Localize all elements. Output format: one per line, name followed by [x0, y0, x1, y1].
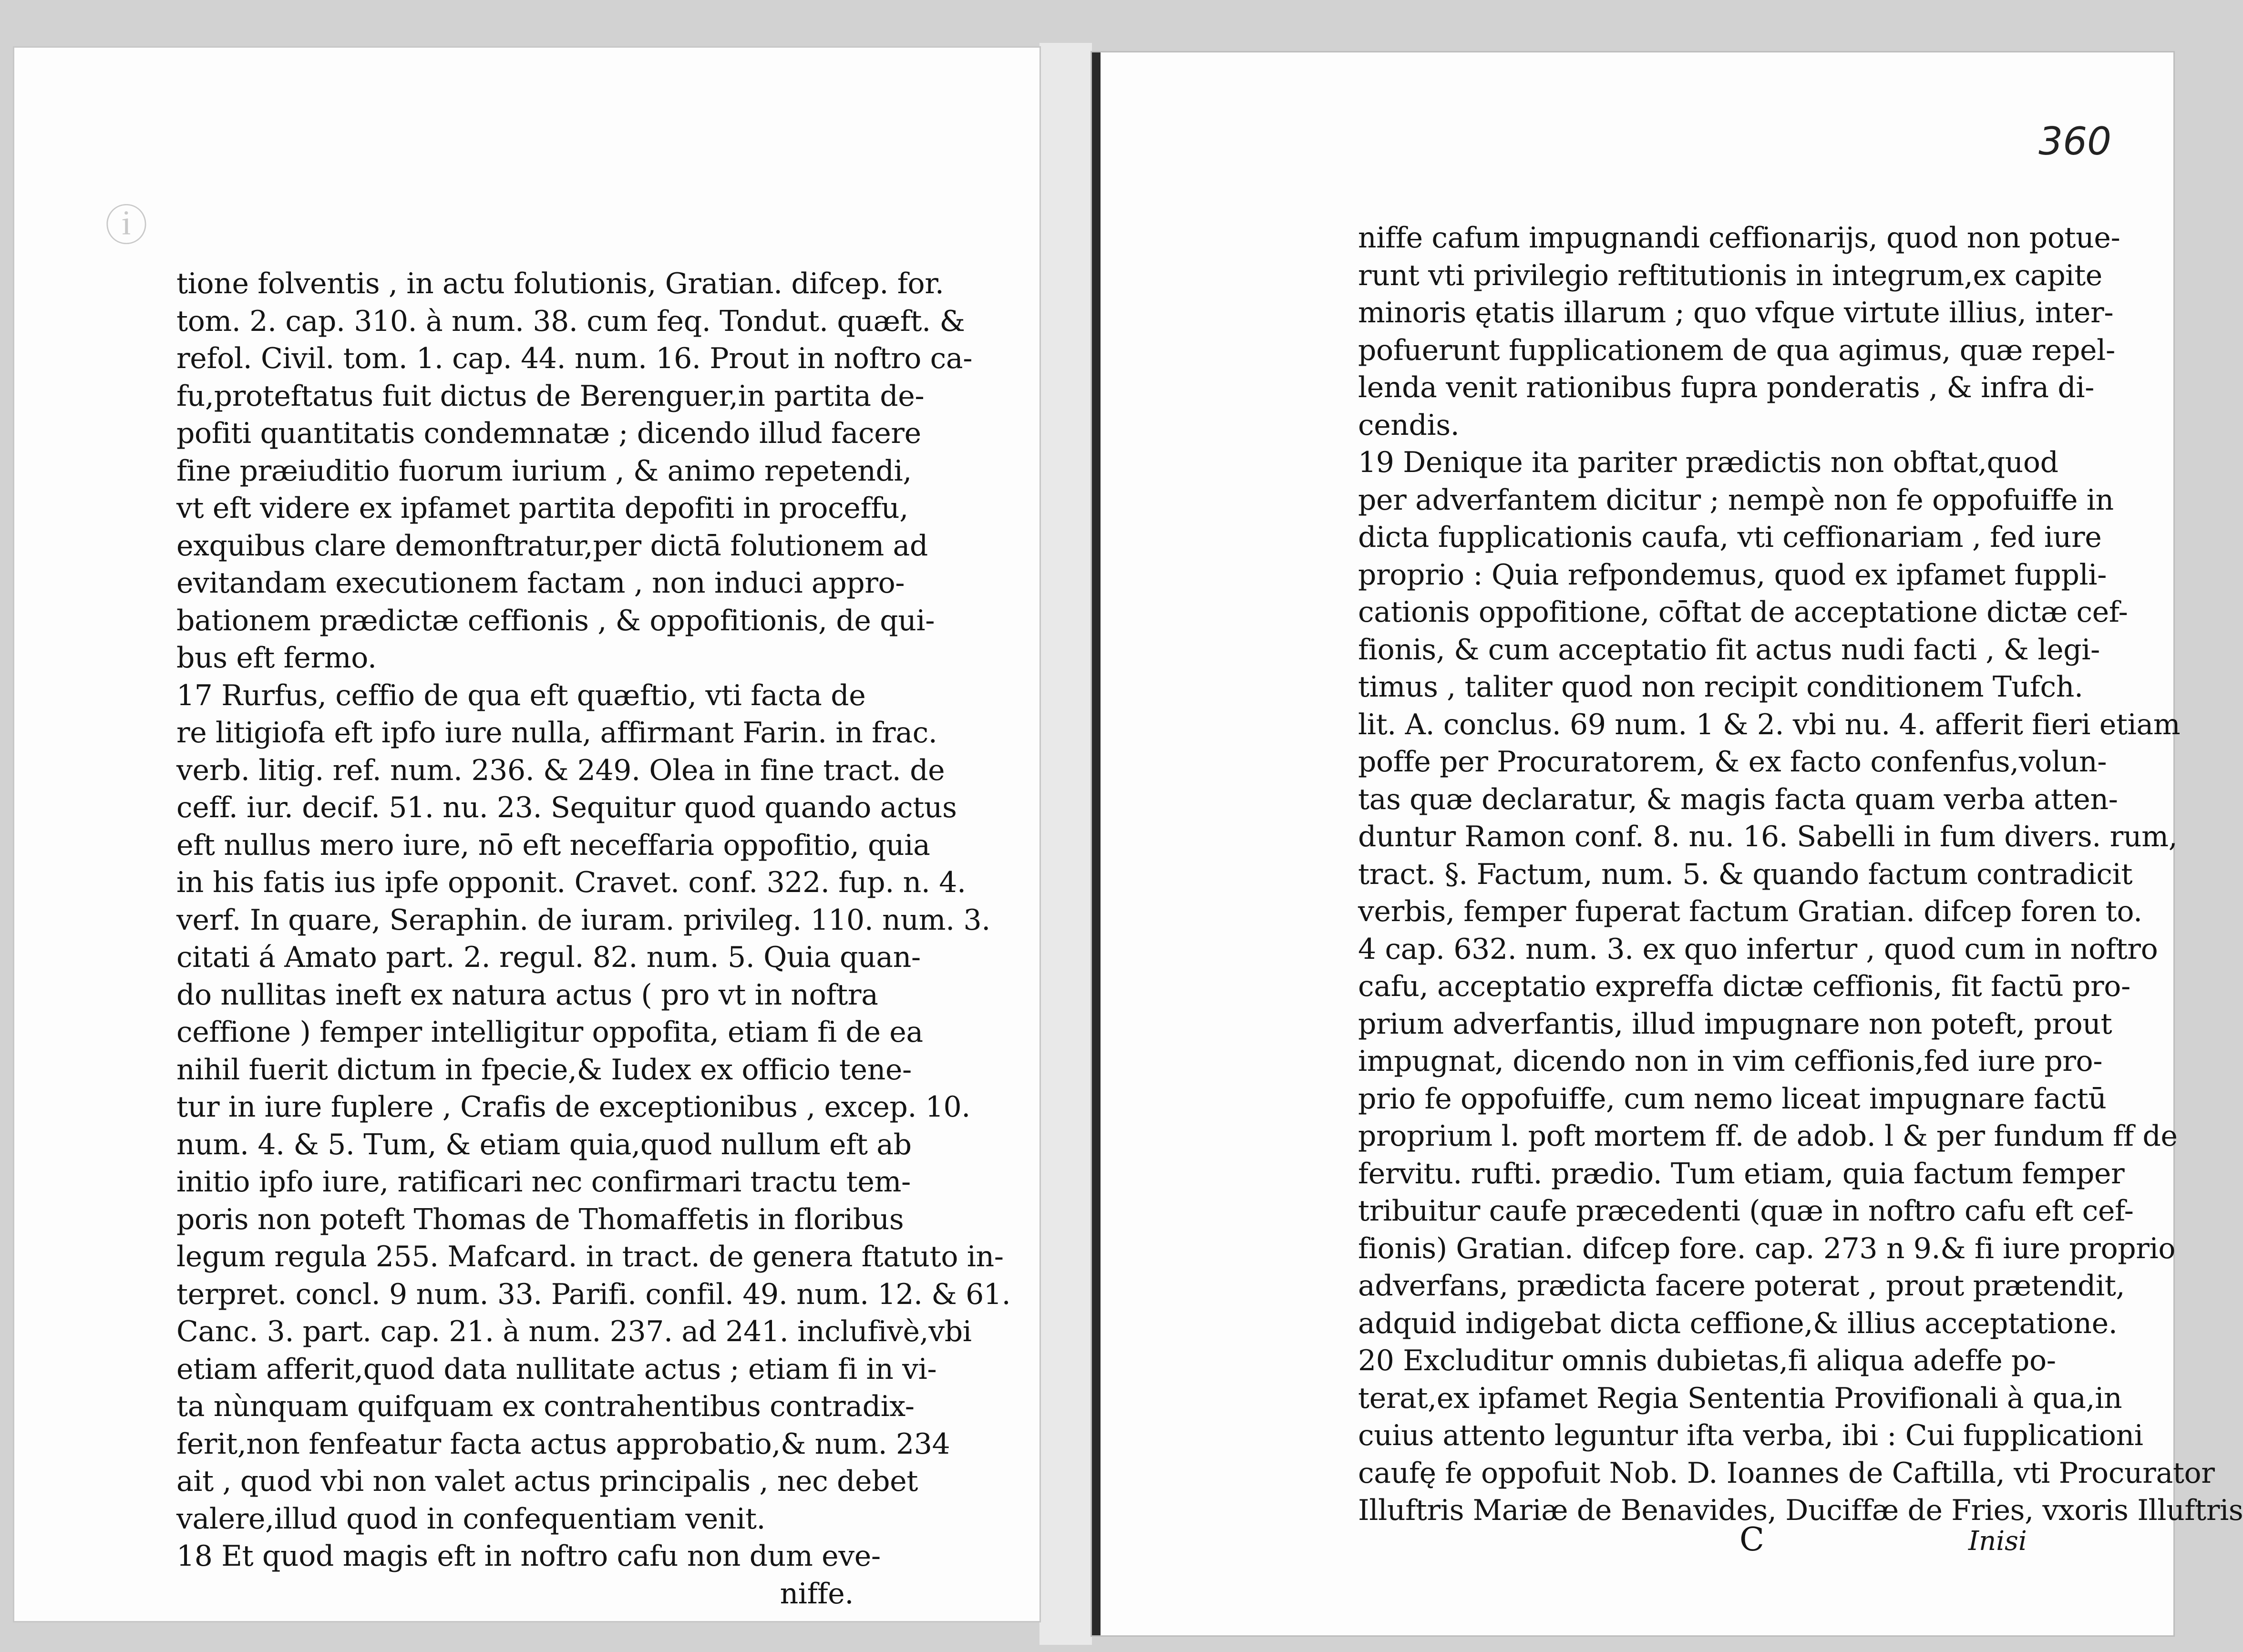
text-line: adverfans, prædicta facere poterat , prout prætendit, [1358, 1269, 2125, 1303]
right-page-text [1358, 219, 2243, 1529]
text-line: verb. litig. ref. num. 236. & 249. Olea in fine tract. de [176, 753, 945, 787]
text-line: minoris ętatis illarum ; quo vfque virtute illius, inter- [1358, 296, 2114, 329]
left-page [14, 48, 1039, 1621]
text-line: etiam afferit,quod data nullitate actus ; etiam fi in vi- [176, 1352, 937, 1386]
text-line: cafu, acceptatio expreffa dictæ ceffionis, fit factū pro- [1358, 970, 2130, 1003]
text-line: refol. Civil. tom. 1. cap. 44. num. 16. Prout in noftro ca- [176, 342, 973, 375]
text-line: Canc. 3. part. cap. 21. à num. 237. ad 241. inclufivè,vbi [176, 1315, 972, 1348]
text-line: eft nullus mero iure, nō eft neceffaria oppofitio, quia [176, 828, 930, 862]
text-line: caufę fe oppofuit Nob. D. Ioannes de Caftilla, vti Procurator [1358, 1456, 2215, 1490]
text-line: ta nùnquam quifquam ex contrahentibus contradix- [176, 1390, 915, 1423]
text-line: per adverfantem dicitur ; nempè non fe oppofuiffe in [1358, 483, 2114, 517]
text-line: niffe cafum impugnandi ceffionarijs, quod non potue- [1358, 221, 2120, 255]
text-line: duntur Ramon conf. 8. nu. 16. Sabelli in fum divers. rum, [1358, 820, 2178, 853]
folio-number: 360 [2038, 119, 2111, 164]
text-line: terat,ex ipfamet Regia Sententia Provifionali à qua,in [1358, 1381, 2122, 1415]
text-line: cuius attento leguntur ifta verba, ibi : Cui fupplicationi [1358, 1419, 2143, 1452]
text-line: bationem prædictæ ceffionis , & oppofitionis, de qui- [176, 604, 935, 637]
text-line: tione folventis , in actu folutionis, Gratian. difcep. for. [176, 267, 944, 300]
catchword: Inisi [1968, 1526, 2027, 1557]
text-line: cendis. [1358, 408, 1460, 442]
left-page-text [176, 265, 1011, 1612]
text-line: 17 Rurfus, ceffio de qua eft quæftio, vti facta de [176, 678, 866, 712]
text-line: impugnat, dicendo non in vim ceffionis,fed iure pro- [1358, 1045, 2103, 1078]
text-line: tribuitur caufe præcedenti (quæ in noftro cafu eft cef- [1358, 1194, 2134, 1228]
text-line: 4 cap. 632. num. 3. ex quo infertur , quod cum in noftro [1358, 932, 2158, 966]
text-line: tract. §. Factum, num. 5. & quando factum contradicit [1358, 857, 2133, 891]
text-line: prio fe oppofuiffe, cum nemo liceat impugnare factū [1358, 1082, 2107, 1116]
text-line: fu,proteftatus fuit dictus de Berenguer,in partita de- [176, 379, 925, 413]
text-line: bus eft fermo. [176, 641, 377, 675]
text-line: terpret. concl. 9 num. 33. Parifi. confil. 49. num. 12. & 61. [176, 1277, 1011, 1311]
text-line: cationis oppofitione, cōftat de acceptatione dictæ cef- [1358, 595, 2128, 629]
text-line: vt eft videre ex ipfamet partita depofiti in proceffu, [176, 492, 908, 525]
text-line: lenda venit rationibus fupra ponderatis , & infra di- [1358, 371, 2094, 404]
text-line: verbis, femper fuperat factum Gratian. difcep foren to. [1358, 895, 2142, 928]
signature-mark: C [1739, 1521, 1765, 1559]
text-line: evitandam executionem factam , non induci appro- [176, 566, 905, 600]
text-line: 18 Et quod magis eft in noftro cafu non dum eve- [176, 1539, 881, 1573]
text-line: tas quæ declaratur, & magis facta quam verba atten- [1358, 782, 2118, 816]
text-line: exquibus clare demonftratur,per dictā folutionem ad [176, 529, 928, 563]
text-line: tom. 2. cap. 310. à num. 38. cum feq. Tondut. quæft. & [176, 304, 965, 338]
text-line: pofuerunt fupplicationem de qua agimus, quæ repel- [1358, 333, 2115, 367]
text-line: num. 4. & 5. Tum, & etiam quia,quod nullum eft ab [176, 1128, 912, 1161]
text-line: valere,illud quod in confequentiam venit. [176, 1502, 766, 1536]
text-line: lit. A. conclus. 69 num. 1 & 2. vbi nu. 4. afferit fieri etiam [1358, 708, 2181, 741]
text-line: citati á Amato part. 2. regul. 82. num. 5. Quia quan- [176, 941, 921, 974]
text-line: proprio : Quia refpondemus, quod ex ipfamet fuppli- [1358, 558, 2107, 592]
right-page [1092, 52, 2243, 1635]
text-line: prium adverfantis, illud impugnare non poteft, prout [1358, 1007, 2112, 1041]
text-line: legum regula 255. Mafcard. in tract. de genera ftatuto in- [176, 1240, 1004, 1273]
text-line: tur in iure fuplere , Crafis de exceptionibus , excep. 10. [176, 1090, 970, 1124]
text-line: Illuftris Mariæ de Benavides, Duciffæ de Fries, vxoris Illuftris [1358, 1494, 2243, 1527]
text-line: runt vti privilegio reftitutionis in integrum,ex capite [1358, 258, 2102, 292]
text-line: ceff. iur. decif. 51. nu. 23. Sequitur quod quando actus [176, 791, 957, 824]
book-gutter [1039, 43, 1092, 1645]
text-line: re litigiofa eft ipfo iure nulla, affirmant Farin. in frac. [176, 716, 937, 749]
text-line: in his fatis ius ipfe opponit. Cravet. conf. 322. fup. n. 4. [176, 866, 966, 899]
text-line: fionis) Gratian. difcep fore. cap. 273 n 9.& fi iure proprio [1358, 1231, 2176, 1265]
text-line: fine præiuditio fuorum iurium , & animo repetendi, [176, 454, 912, 488]
text-line: ait , quod vbi non valet actus principalis , nec debet [176, 1465, 918, 1498]
text-line: nihil fuerit dictum in fpecie,& Iudex ex officio tene- [176, 1053, 912, 1087]
text-line: poffe per Procuratorem, & ex facto confenfus,volun- [1358, 745, 2107, 779]
text-line: pofiti quantitatis condemnatæ ; dicendo illud facere [176, 417, 921, 450]
text-line: 20 Excluditur omnis dubietas,fi aliqua adeffe po- [1358, 1344, 2056, 1377]
text-line: ferit,non fenfeatur facta actus approbatio,& num. 234 [176, 1427, 950, 1461]
text-line: proprium l. poft mortem ff. de adob. l & per fundum ff de [1358, 1119, 2178, 1153]
text-line: poris non poteft Thomas de Thomaffetis in floribus [176, 1202, 904, 1236]
text-line: verf. In quare, Seraphin. de iuram. privileg. 110. num. 3. [176, 903, 990, 937]
text-line: niffe. [780, 1577, 854, 1611]
text-line: fervitu. rufti. prædio. Tum etiam, quia factum femper [1358, 1157, 2125, 1190]
text-line: ceffione ) femper intelligitur oppofita, etiam fi de ea [176, 1016, 923, 1049]
text-line: fionis, & cum acceptatio fit actus nudi facti , & legi- [1358, 633, 2100, 667]
faint-stamp-mark: ⓘ [105, 201, 148, 251]
text-line: do nullitas ineft ex natura actus ( pro vt in noftra [176, 978, 878, 1012]
text-line: adquid indigebat dicta ceffione,& illius acceptatione. [1358, 1306, 2118, 1340]
text-line: 19 Denique ita pariter prædictis non obftat,quod [1358, 446, 2058, 479]
text-line: dicta fupplicationis caufa, vti ceffionariam , fed iure [1358, 521, 2102, 554]
text-line: initio ipfo iure, ratificari nec confirmari tractu tem- [176, 1165, 911, 1199]
text-line: timus , taliter quod non recipit conditionem Tufch. [1358, 670, 2083, 704]
